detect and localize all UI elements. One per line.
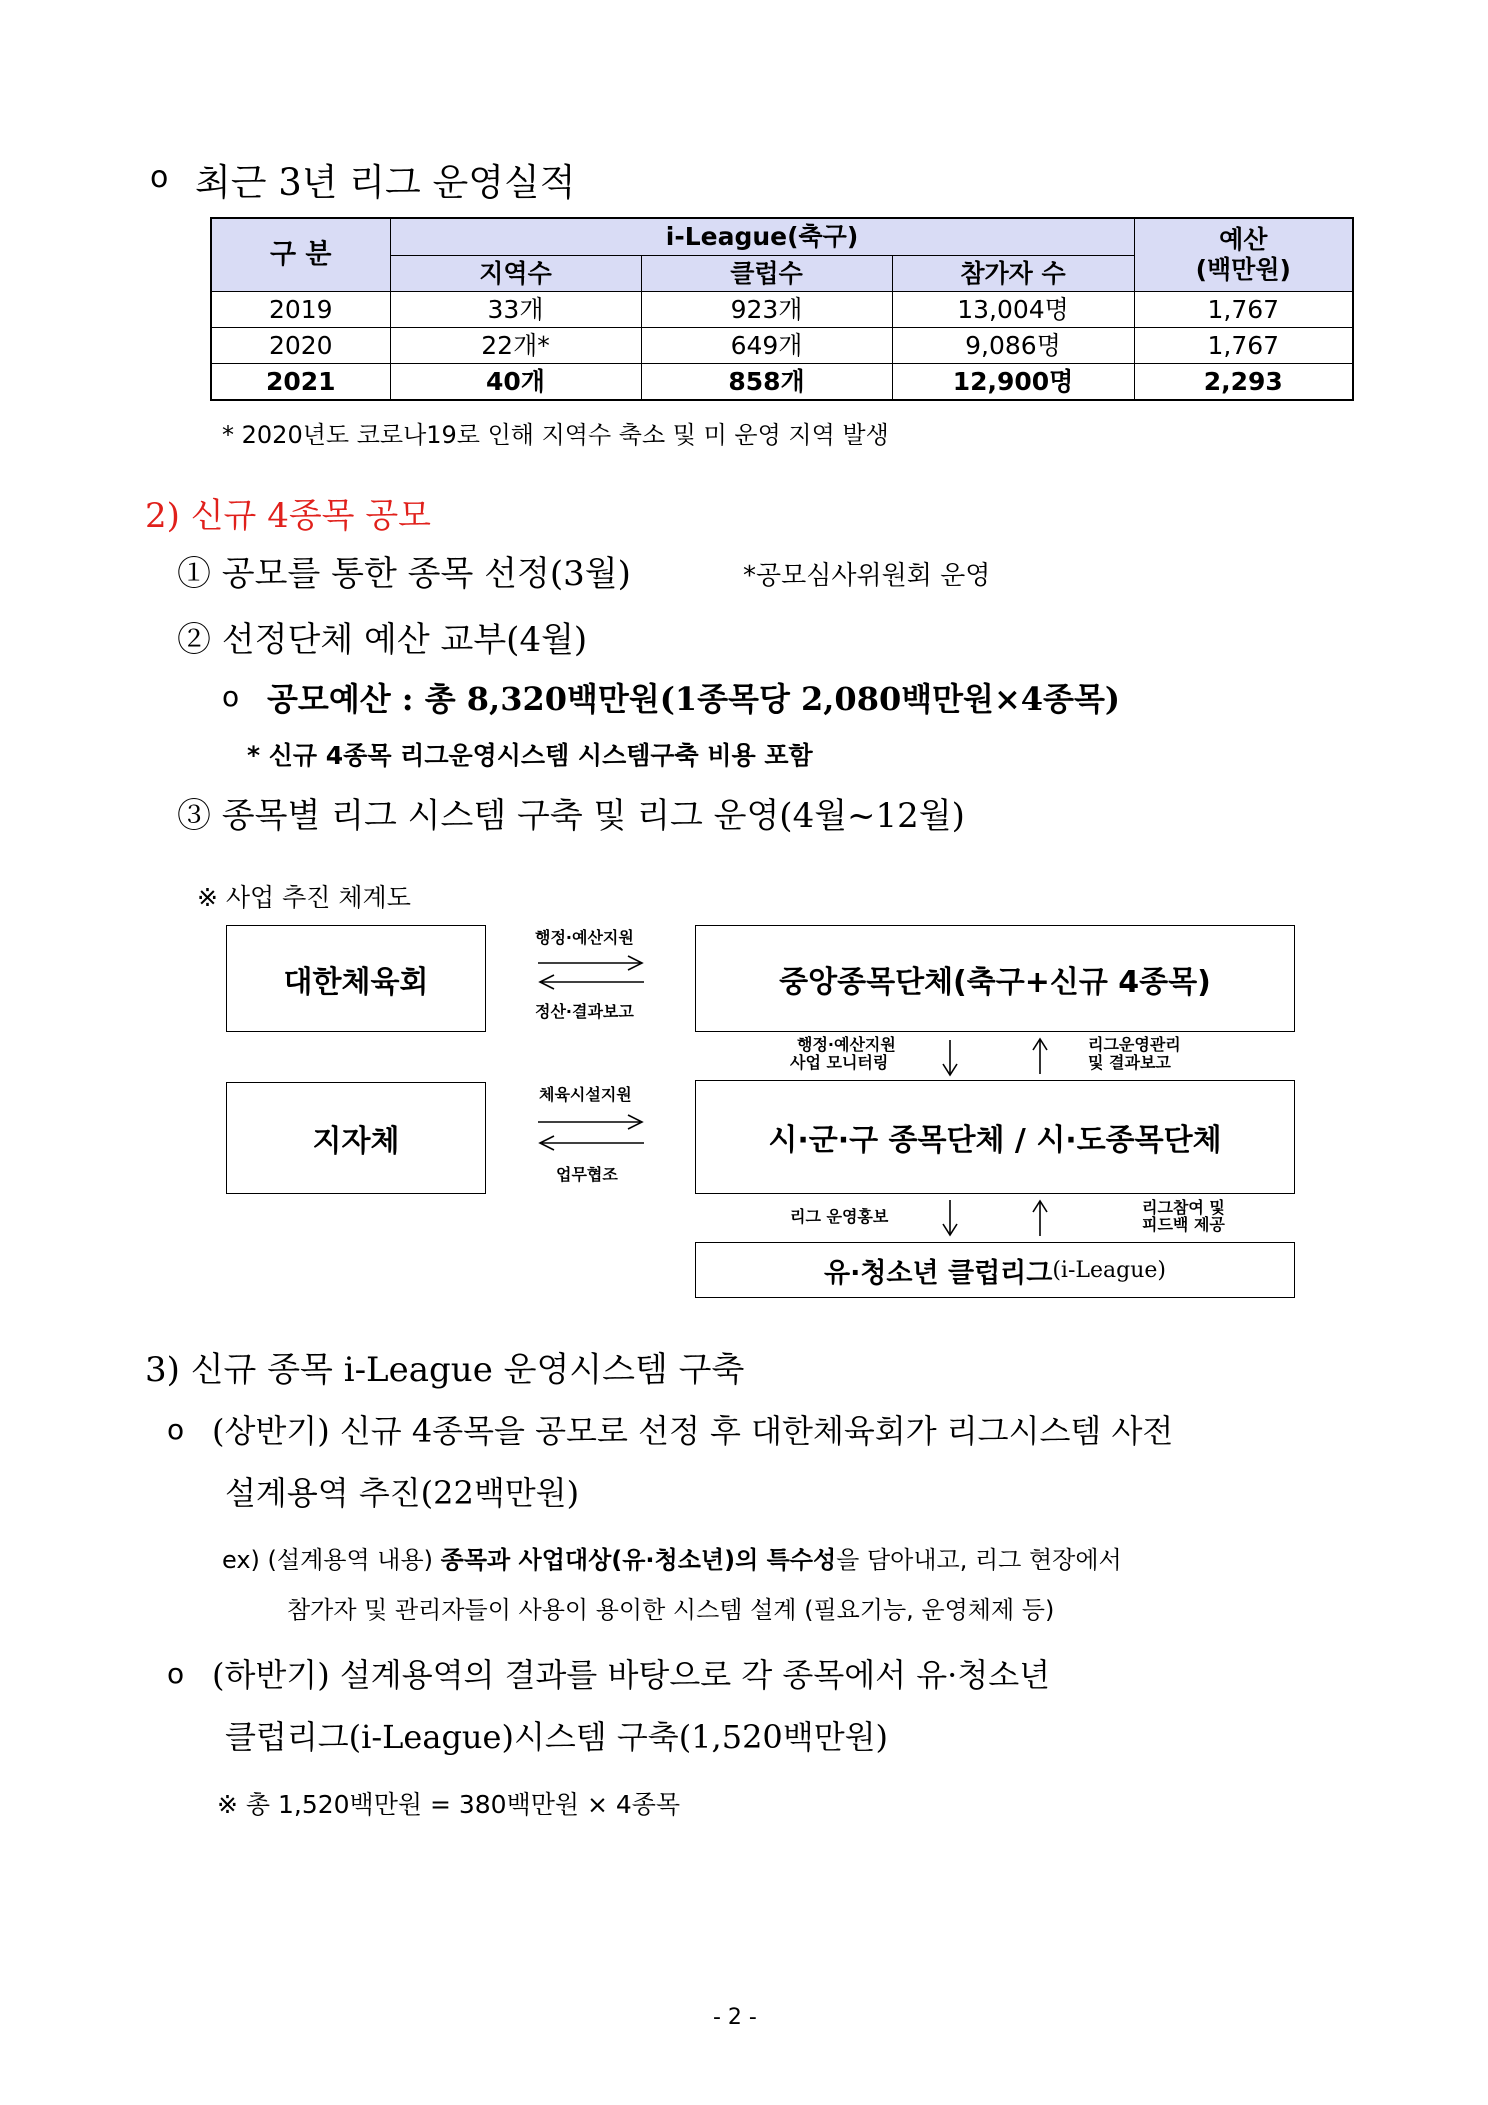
box-local-sports-organization — [695, 1080, 1295, 1194]
label-facility-support: 체육시설지원 — [539, 1085, 632, 1104]
bullet: o — [222, 680, 240, 713]
step-1-text: ① 공모를 통한 종목 선정(3월) — [177, 554, 631, 594]
league-performance-table — [210, 217, 1354, 401]
label-cooperation: 업무협조 — [556, 1165, 618, 1184]
cell-club: 858개 — [641, 364, 892, 401]
cell-participant: 13,004명 — [892, 292, 1134, 328]
example-line-2: 참가자 및 관리자들이 사용이 용이한 시스템 설계 (필요기능, 운영체제 등) — [287, 1596, 1055, 1624]
step-2-text: ② 선정단체 예산 교부(4월) — [177, 620, 588, 660]
example-prefix: ex) (설계용역 내용) — [222, 1546, 441, 1574]
box-league-main-label: 유·청소년 클럽리그 — [824, 1257, 1053, 1289]
header-participant: 참가자 수 — [892, 256, 1134, 292]
label-feedback-2: 피드백 제공 — [1142, 1215, 1225, 1234]
step-1-note: *공모심사위원회 운영 — [743, 561, 991, 591]
cell-region: 33개 — [390, 292, 641, 328]
second-half-line-1: (하반기) 설계용역의 결과를 바탕으로 각 종목에서 유·청소년 — [212, 1656, 1051, 1694]
box-local-org-label: 시·군·구 종목단체 / 시·도종목단체 — [768, 1123, 1222, 1158]
arrow-down-icon — [940, 1038, 960, 1078]
section-heading-recent-performance: 최근 3년 리그 운영실적 — [195, 161, 576, 204]
cell-year: 2021 — [211, 364, 390, 401]
arrow-up-icon — [1030, 1036, 1050, 1076]
label-admin-monitoring-1: 행정·예산지원 — [797, 1035, 896, 1054]
cell-budget: 2,293 — [1134, 364, 1353, 401]
box-central-sports-organization — [695, 925, 1295, 1032]
first-half-line-1: (상반기) 신규 4종목을 공모로 선정 후 대한체육회가 리그시스템 사전 — [212, 1412, 1174, 1450]
budget-line: 공모예산 : 총 8,320백만원(1종목당 2,080백만원×4종목) — [267, 680, 1120, 718]
cell-year: 2019 — [211, 292, 390, 328]
label-feedback-1: 리그참여 및 — [1142, 1198, 1225, 1217]
arrow-right-icon — [536, 1109, 646, 1155]
box-korea-sports-council-label: 대한체육회 — [283, 964, 429, 1000]
second-half-line-2: 클럽리그(i-League)시스템 구축(1,520백만원) — [225, 1718, 889, 1756]
cell-participant: 9,086명 — [892, 328, 1134, 364]
header-budget — [1134, 218, 1353, 292]
bullet: o — [150, 160, 169, 195]
example-suffix: 을 담아내고, 리그 현장에서 — [836, 1546, 1122, 1574]
header-club: 클럽수 — [641, 256, 892, 292]
cell-club: 923개 — [641, 292, 892, 328]
box-korea-sports-council — [226, 925, 486, 1032]
label-admin-monitoring-2: 사업 모니터링 — [790, 1053, 889, 1072]
label-admin-budget-support: 행정·예산지원 — [535, 928, 634, 947]
bullet: o — [167, 1657, 185, 1690]
header-budget-text: 예산 (백만원) — [1195, 225, 1291, 284]
box-central-label: 중앙종목단체(축구+신규 4종목) — [779, 964, 1211, 1000]
cell-region: 40개 — [390, 364, 641, 401]
box-local-government-label: 지자체 — [312, 1124, 400, 1159]
table-row — [211, 364, 1353, 401]
example-line-1 — [222, 1540, 1122, 1575]
label-settlement-report: 정산·결과보고 — [535, 1002, 634, 1021]
diagram-title: ※ 사업 추진 체계도 — [197, 883, 411, 912]
arrow-down-icon — [940, 1198, 960, 1238]
label-league-promotion: 리그 운영홍보 — [790, 1207, 889, 1226]
header-gubun: 구 분 — [211, 218, 390, 292]
bullet: o — [167, 1413, 185, 1446]
step-3-text: ③ 종목별 리그 시스템 구축 및 리그 운영(4월~12월) — [177, 796, 965, 836]
cell-budget: 1,767 — [1134, 328, 1353, 364]
arrow-up-icon — [1030, 1198, 1050, 1238]
budget-note: * 신규 4종목 리그운영시스템 시스템구축 비용 포함 — [247, 741, 813, 770]
header-i-league: i-League(축구) — [390, 218, 1134, 256]
table-row — [211, 292, 1353, 328]
table-row — [211, 328, 1353, 364]
label-league-management-1: 리그운영관리 — [1088, 1035, 1181, 1054]
cost-calculation: ※ 총 1,520백만원 = 380백만원 × 4종목 — [217, 1790, 681, 1819]
box-local-government — [226, 1082, 486, 1194]
first-half-line-2: 설계용역 추진(22백만원) — [225, 1474, 580, 1512]
arrow-right-icon — [536, 952, 646, 992]
cell-year: 2020 — [211, 328, 390, 364]
example-emphasis: 종목과 사업대상(유·청소년)의 특수성 — [440, 1546, 837, 1574]
box-league-sub-label: (i-League) — [1052, 1257, 1166, 1283]
section-title-new-sports: 2) 신규 4종목 공모 — [145, 496, 432, 536]
table-footnote: * 2020년도 코로나19로 인해 지역수 축소 및 미 운영 지역 발생 — [222, 421, 889, 449]
section-title-i-league-system: 3) 신규 종목 i-League 운영시스템 구축 — [145, 1350, 745, 1390]
box-youth-club-league — [695, 1242, 1295, 1298]
header-region: 지역수 — [390, 256, 641, 292]
label-league-management-2: 및 결과보고 — [1088, 1053, 1171, 1072]
cell-participant: 12,900명 — [892, 364, 1134, 401]
cell-club: 649개 — [641, 328, 892, 364]
page-number: - 2 - — [713, 2005, 757, 2030]
cell-region: 22개* — [390, 328, 641, 364]
cell-budget: 1,767 — [1134, 292, 1353, 328]
